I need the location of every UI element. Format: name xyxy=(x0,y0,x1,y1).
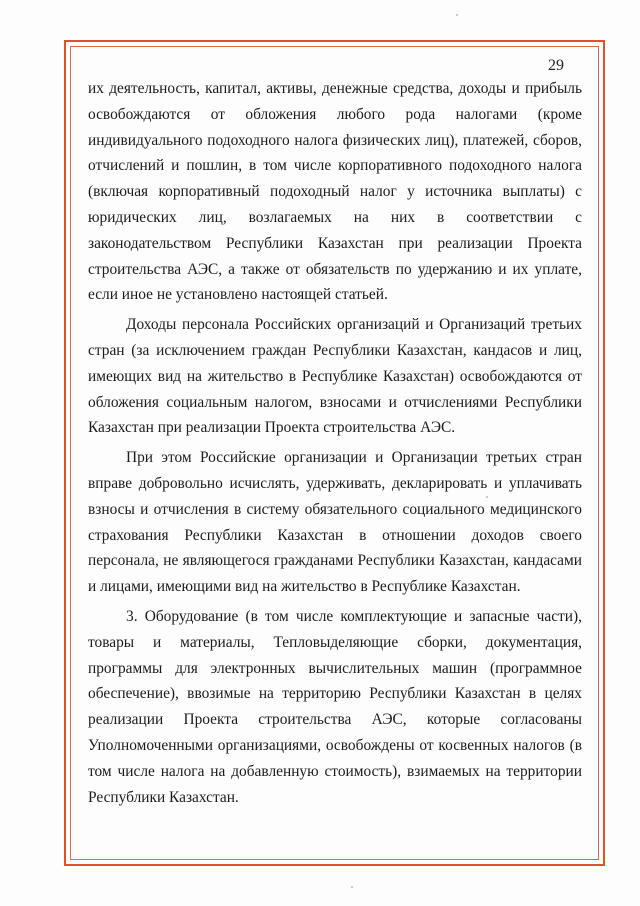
document-body xyxy=(88,76,582,814)
paragraph-item-3-equipment: 3. Оборудование (в том числе комплектующие и запасные части), товары и материалы, Тепловыделяющие сборки, документация, программы для электронных вычислительных машин (программное обеспечение), ввозимые на территорию Республики Казахстан в целях реализации Проекта строительства АЭС, которые согласованы Уполномоченными организациями, освобождены от косвенных налогов (в том числе налога на добавленную стоимость), взимаемых на территории Республики Казахстан. xyxy=(88,607,582,806)
paragraph-personnel-income: Доходы персонала Российских организаций и Организаций третьих стран (за исключением граждан Республики Казахстан, кандасов и лиц, имеющих вид на жительство в Республике Казахстан) освобождаются от обложения социальным налогом, взносами и отчислениями Республики Казахстан при реализации Проекта строительства АЭС. xyxy=(88,316,582,437)
scan-speck xyxy=(486,496,488,498)
scan-speck xyxy=(456,14,458,16)
page-number: 29 xyxy=(548,57,564,74)
scan-speck xyxy=(351,886,353,888)
paragraph-continuation: их деятельность, капитал, активы, денежные средства, доходы и прибыль освобождаются от обложения любого рода налогами (кроме индивидуального подоходного налога физических лиц), платежей, сборов, отчислений и пошлин, в том числе корпоративного подоходного налога (включая корпоративный подоходный налог у источника выплаты) с юридических лиц, возлагаемых на них в соответствии с законодательством Республики Казахстан при реализации Проекта строительства АЭС, а также от обязательств по удержанию и их уплате, если иное не установлено настоящей статьей. xyxy=(88,80,582,304)
paragraph-voluntary-contributions: При этом Российские организации и Организации третьих стран вправе добровольно исчислять, удерживать, декларировать и уплачивать взносы и отчисления в систему обязательного социального медицинского страхования Республики Казахстан в отношении доходов своего персонала, не являющегося гражданами Республики Казахстан, кандасами и лицами, имеющими вид на жительство в Республике Казахстан. xyxy=(88,449,582,596)
